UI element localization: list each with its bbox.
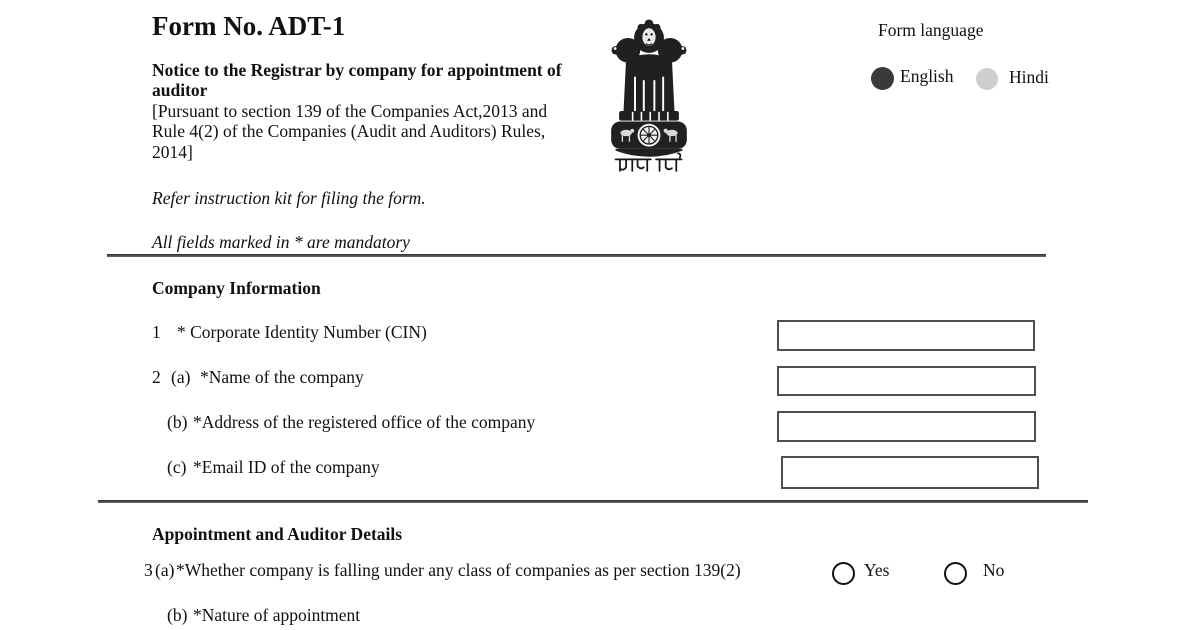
form-subtitle-line: Notice to the Registrar by company for appointment of <box>152 60 562 80</box>
field-number: 3 <box>144 560 153 580</box>
pursuant-line: [Pursuant to section 139 of the Companies Act,2013 and <box>152 100 548 121</box>
registered-office-field-label: *Address of the registered office of the company <box>193 412 536 432</box>
hindi-radio-label: Hindi <box>1009 67 1049 87</box>
english-radio[interactable] <box>871 67 894 90</box>
hindi-radio[interactable] <box>976 68 998 90</box>
pursuant-line: Rule 4(2) of the Companies (Audit and Auditors) Rules, <box>152 121 546 142</box>
form-subtitle-block <box>152 60 632 162</box>
form-title: Form No. ADT-1 <box>152 11 346 41</box>
yes-radio-label: Yes <box>864 560 890 580</box>
registered-office-address-input[interactable] <box>777 411 1036 442</box>
email-field-label: *Email ID of the company <box>193 457 380 477</box>
no-radio[interactable] <box>944 562 967 585</box>
field-sub-number: (b) <box>167 605 188 625</box>
no-radio-label: No <box>983 560 1005 580</box>
section-heading-company-information: Company Information <box>152 278 321 298</box>
field-sub-number: (a) <box>155 560 175 580</box>
instruction-kit-note: Refer instruction kit for filing the form. <box>152 188 426 208</box>
company-email-input[interactable] <box>781 456 1039 489</box>
section139-question-label: *Whether company is falling under any class of companies as per section 139(2) <box>176 560 741 580</box>
field-number: 2 <box>152 367 161 387</box>
state-emblem-of-india-icon <box>605 8 693 177</box>
company-name-field-label: *Name of the company <box>200 367 364 387</box>
email-field-row <box>167 457 380 478</box>
field-sub-number: (c) <box>167 457 187 477</box>
cin-field-label: * Corporate Identity Number (CIN) <box>177 322 427 342</box>
field-sub-number: (a) <box>171 367 191 387</box>
field-sub-number: (b) <box>167 412 188 432</box>
cin-field-row <box>152 322 427 343</box>
registered-office-field-row <box>167 412 535 433</box>
company-name-field-row <box>152 367 364 388</box>
yes-radio[interactable] <box>832 562 855 585</box>
field-number: 1 <box>152 322 161 342</box>
english-radio-label: English <box>900 66 954 86</box>
section-heading-appointment-auditor-details: Appointment and Auditor Details <box>152 524 403 544</box>
section-divider <box>107 254 1046 257</box>
form-language-label: Form language <box>878 20 984 40</box>
ashoka-lion-capital-icon <box>605 8 693 177</box>
mandatory-fields-note: All fields marked in * are mandatory <box>152 232 410 252</box>
form-subtitle-line: auditor <box>152 80 208 101</box>
section-divider <box>98 500 1088 503</box>
nature-of-appointment-row <box>167 605 360 626</box>
cin-input[interactable] <box>777 320 1035 351</box>
section139-question-row <box>144 560 741 581</box>
company-name-input[interactable] <box>777 366 1036 396</box>
nature-of-appointment-label: *Nature of appointment <box>193 605 361 625</box>
pursuant-line: 2014] <box>152 141 193 162</box>
